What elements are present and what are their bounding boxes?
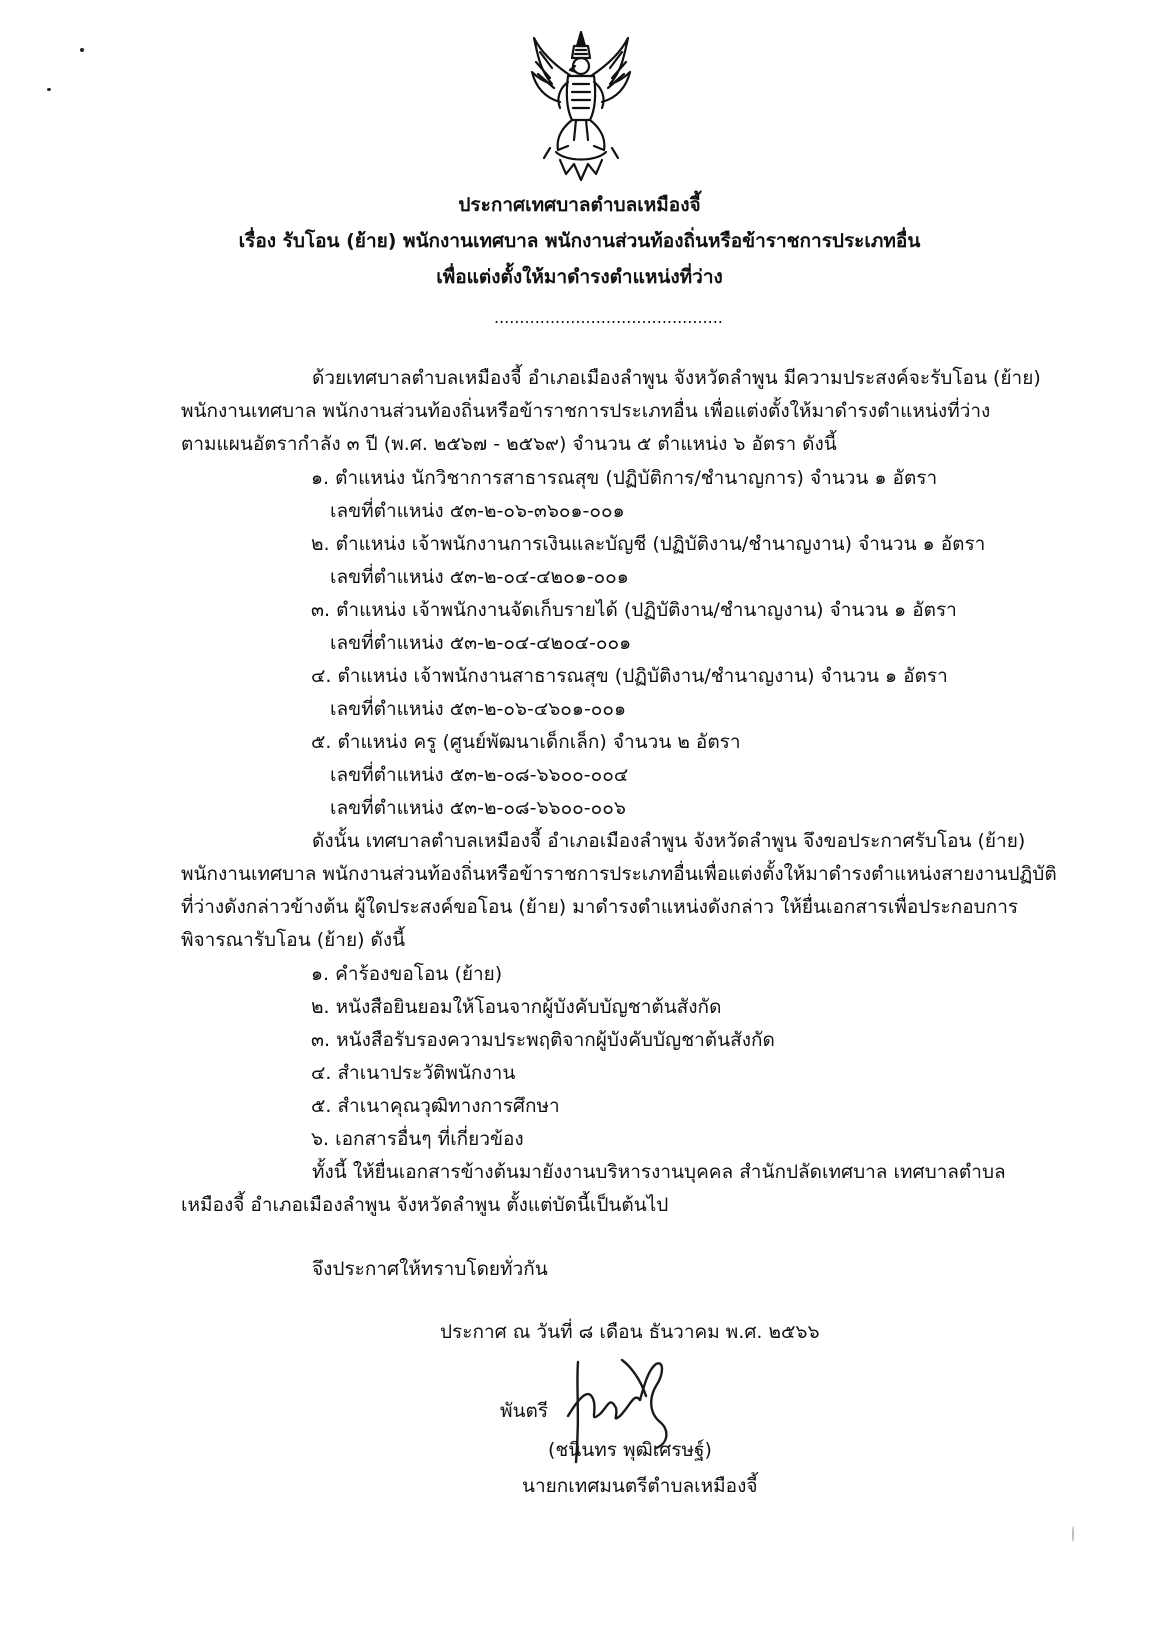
signatory-name: (ชนินทร พุฒิเศรษฐ์) bbox=[548, 1439, 712, 1461]
submission-line: เหมืองจี้ อำเภอเมืองลำพูน จังหวัดลำพูน ตั้งแต่บัดนี้เป็นต้นไป bbox=[181, 1194, 669, 1216]
scan-speck bbox=[1072, 1526, 1074, 1542]
position-number: เลขที่ตำแหน่ง ๕๓-๒-๐๖-๓๖๐๑-๐๐๑ bbox=[330, 500, 625, 522]
announce-line: ดังนั้น เทศบาลตำบลเหมืองจี้ อำเภอเมืองลำพูน จังหวัดลำพูน จึงขอประกาศรับโอน (ย้าย) bbox=[312, 830, 1026, 852]
position-number: เลขที่ตำแหน่ง ๕๓-๒-๐๔-๔๒๐๑-๐๐๑ bbox=[330, 566, 629, 588]
announce-line: ที่ว่างดังกล่าวข้างต้น ผู้ใดประสงค์ขอโอน (ย้าย) มาดำรงตำแหน่งดังกล่าว ให้ยื่นเอกสารเพื่อประกอบการ bbox=[181, 896, 1019, 918]
document-item: ๕. สำเนาคุณวุฒิทางการศึกษา bbox=[311, 1095, 560, 1117]
position-title: ๓. ตำแหน่ง เจ้าพนักงานจัดเก็บรายได้ (ปฏิบัติงาน/ชำนาญงาน) จำนวน ๑ อัตรา bbox=[311, 599, 957, 621]
position-title: ๕. ตำแหน่ง ครู (ศูนย์พัฒนาเด็กเล็ก) จำนวน ๒ อัตรา bbox=[311, 731, 741, 753]
scan-speck bbox=[80, 48, 84, 52]
announcement-date: ประกาศ ณ วันที่ ๘ เดือน ธันวาคม พ.ศ. ๒๕๖๖ bbox=[440, 1321, 820, 1343]
position-number: เลขที่ตำแหน่ง ๕๓-๒-๐๖-๔๖๐๑-๐๐๑ bbox=[330, 698, 627, 720]
position-number: เลขที่ตำแหน่ง ๕๓-๒-๐๘-๖๖๐๐-๐๐๖ bbox=[330, 797, 626, 819]
separator-dots: ............................................. bbox=[494, 308, 723, 327]
announce-line: พิจารณารับโอน (ย้าย) ดังนี้ bbox=[181, 929, 406, 951]
submission-line: ทั้งนี้ ให้ยื่นเอกสารข้างต้นมายังงานบริหารงานบุคคล สำนักปลัดเทศบาล เทศบาลตำบล bbox=[312, 1161, 1006, 1183]
announcement-title: ประกาศเทศบาลตำบลเหมืองจี้ bbox=[458, 194, 701, 216]
document-item: ๔. สำเนาประวัติพนักงาน bbox=[311, 1062, 516, 1084]
scan-speck bbox=[47, 88, 51, 91]
position-title: ๑. ตำแหน่ง นักวิชาการสาธารณสุข (ปฏิบัติการ/ชำนาญการ) จำนวน ๑ อัตรา bbox=[311, 467, 938, 489]
document-item: ๓. หนังสือรับรองความประพฤติจากผู้บังคับบัญชาต้นสังกัด bbox=[311, 1029, 775, 1051]
position-number: เลขที่ตำแหน่ง ๕๓-๒-๐๘-๖๖๐๐-๐๐๔ bbox=[330, 764, 629, 786]
position-title: ๒. ตำแหน่ง เจ้าพนักงานการเงินและบัญชี (ปฏิบัติงาน/ชำนาญงาน) จำนวน ๑ อัตรา bbox=[311, 533, 986, 555]
announcement-subject: เรื่อง รับโอน (ย้าย) พนักงานเทศบาล พนักงานส่วนท้องถิ่นหรือข้าราชการประเภทอื่น bbox=[238, 230, 921, 252]
document-item: ๖. เอกสารอื่นๆ ที่เกี่ยวข้อง bbox=[311, 1128, 524, 1150]
closing-statement: จึงประกาศให้ทราบโดยทั่วกัน bbox=[312, 1258, 548, 1280]
intro-line: ด้วยเทศบาลตำบลเหมืองจี้ อำเภอเมืองลำพูน จังหวัดลำพูน มีความประสงค์จะรับโอน (ย้าย) bbox=[312, 367, 1041, 389]
position-title: ๔. ตำแหน่ง เจ้าพนักงานสาธารณสุข (ปฏิบัติงาน/ชำนาญงาน) จำนวน ๑ อัตรา bbox=[311, 665, 948, 687]
signatory-rank: พันตรี bbox=[500, 1400, 549, 1422]
signatory-position: นายกเทศมนตรีตำบลเหมืองจี้ bbox=[522, 1475, 758, 1497]
document-item: ๑. คำร้องขอโอน (ย้าย) bbox=[311, 963, 503, 985]
document-item: ๒. หนังสือยินยอมให้โอนจากผู้บังคับบัญชาต้นสังกัด bbox=[311, 996, 722, 1018]
intro-line: พนักงานเทศบาล พนักงานส่วนท้องถิ่นหรือข้าราชการประเภทอื่น เพื่อแต่งตั้งให้มาดำรงตำแหน่งที่ว่าง bbox=[181, 400, 991, 422]
garuda-emblem-icon bbox=[526, 28, 636, 186]
intro-line: ตามแผนอัตรากำลัง ๓ ปี (พ.ศ. ๒๕๖๗ - ๒๕๖๙) จำนวน ๕ ตำแหน่ง ๖ อัตรา ดังนี้ bbox=[181, 433, 837, 455]
announce-line: พนักงานเทศบาล พนักงานส่วนท้องถิ่นหรือข้าราชการประเภทอื่นเพื่อแต่งตั้งให้มาดำรงตำแหน่งสายงานปฏิบัติ bbox=[181, 863, 1057, 885]
position-number: เลขที่ตำแหน่ง ๕๓-๒-๐๔-๔๒๐๔-๐๐๑ bbox=[330, 632, 632, 654]
announcement-subject-cont: เพื่อแต่งตั้งให้มาดำรงตำแหน่งที่ว่าง bbox=[436, 266, 723, 288]
